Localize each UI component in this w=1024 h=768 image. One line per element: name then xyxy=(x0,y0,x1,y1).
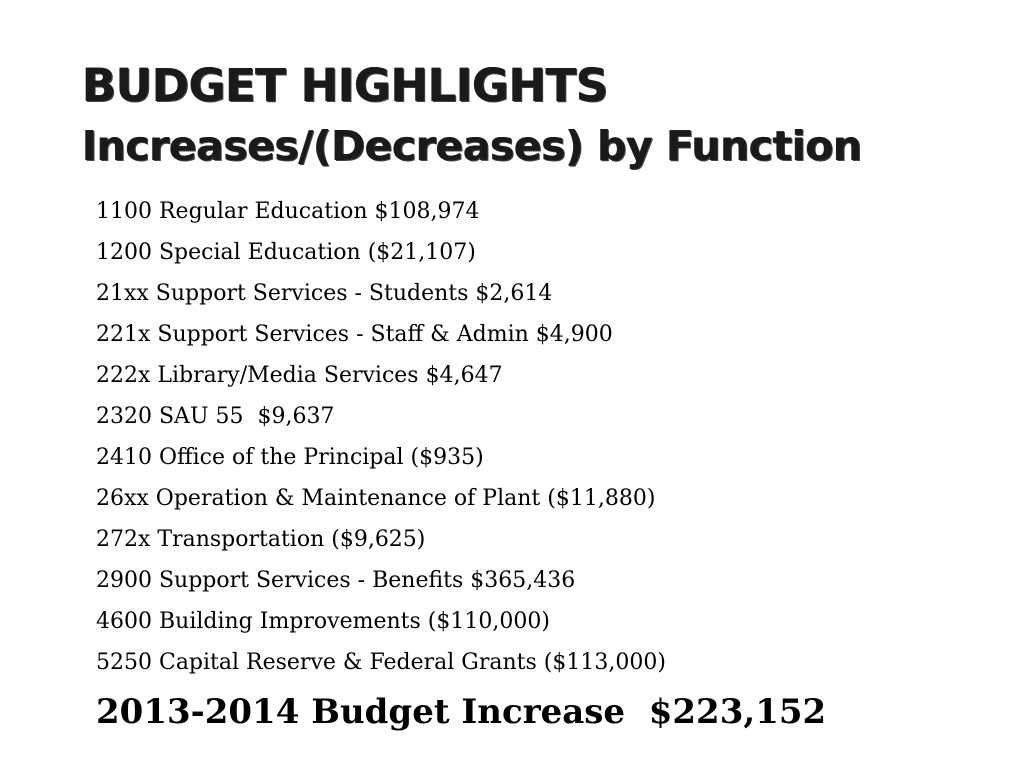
budget-item: 272x Transportation ($9,625) xyxy=(96,527,426,552)
budget-total: 2013-2014 Budget Increase $223,152 xyxy=(96,692,827,732)
budget-item: 1200 Special Education ($21,107) xyxy=(96,240,476,265)
budget-item-list xyxy=(96,191,666,683)
budget-item: 4600 Building Improvements ($110,000) xyxy=(96,609,550,634)
budget-item: 222x Library/Media Services $4,647 xyxy=(96,363,503,388)
budget-item: 221x Support Services - Staff & Admin $4,900 xyxy=(96,322,613,347)
slide-title xyxy=(82,56,862,176)
budget-item: 5250 Capital Reserve & Federal Grants ($113,000) xyxy=(96,650,666,675)
budget-item: 26xx Operation & Maintenance of Plant ($11,880) xyxy=(96,486,656,511)
budget-item: 2900 Support Services - Benefits $365,436 xyxy=(96,568,576,593)
budget-item: 2320 SAU 55 $9,637 xyxy=(96,404,335,429)
budget-item: 21xx Support Services - Students $2,614 xyxy=(96,281,553,306)
title-subheading: Increases/(Decreases) by Function xyxy=(82,122,862,170)
budget-item: 2410 Office of the Principal ($935) xyxy=(96,445,484,470)
budget-item: 1100 Regular Education $108,974 xyxy=(96,199,480,224)
title-heading: BUDGET HIGHLIGHTS xyxy=(82,59,608,112)
